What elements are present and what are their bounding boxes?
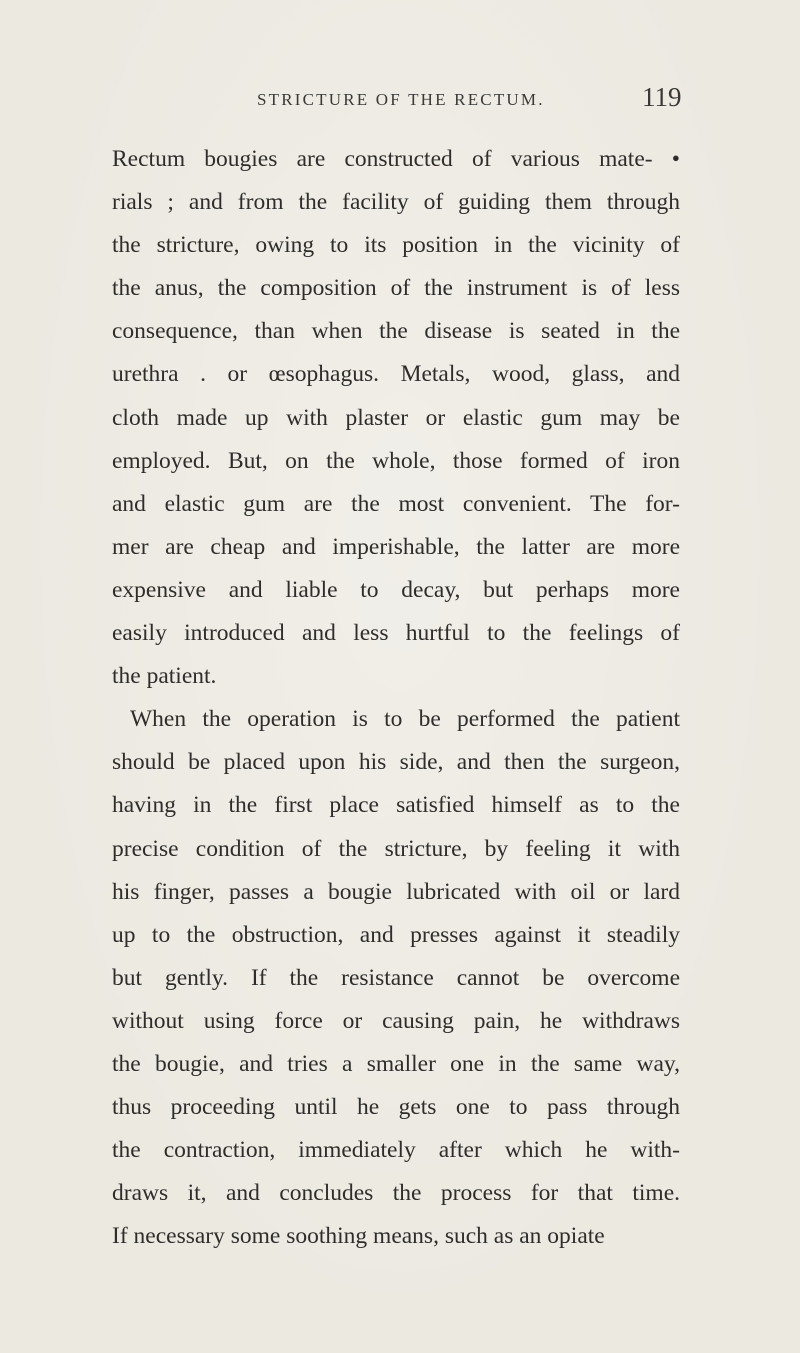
body-text <box>112 138 680 1258</box>
text-line: rials ; and from the facility of guiding them through <box>112 189 680 216</box>
text-line: urethra . or œsophagus. Metals, wood, glass, and <box>112 361 680 388</box>
text-line: without using force or causing pain, he withdraws <box>112 1007 680 1034</box>
text-line: draws it, and concludes the process for that time. <box>112 1180 680 1207</box>
text-line: When the operation is to be performed the patient <box>130 706 680 733</box>
text-line: the bougie, and tries a smaller one in the same way, <box>112 1050 680 1077</box>
text-line: having in the first place satisfied himself as to the <box>112 792 680 819</box>
text-line: up to the obstruction, and presses against it steadily <box>112 921 680 948</box>
text-line: thus proceeding until he gets one to pass through <box>112 1094 680 1121</box>
text-line: the patient. <box>112 663 217 690</box>
text-line: should be placed upon his side, and then the surgeon, <box>112 749 680 776</box>
text-line: his finger, passes a bougie lubricated with oil or lard <box>112 878 680 905</box>
text-line: but gently. If the resistance cannot be overcome <box>112 964 680 991</box>
text-line: and elastic gum are the most convenient. The for- <box>112 490 680 517</box>
text-line: easily introduced and less hurtful to the feelings of <box>112 620 680 647</box>
text-line: the contraction, immediately after which he with- <box>112 1137 680 1164</box>
text-line: employed. But, on the whole, those formed of iron <box>112 447 680 474</box>
text-line: the stricture, owing to its position in the vicinity of <box>112 232 680 259</box>
page-number: 119 <box>642 82 682 112</box>
text-line: cloth made up with plaster or elastic gum may be <box>112 404 680 431</box>
running-head <box>0 80 800 120</box>
text-line: expensive and liable to decay, but perhaps more <box>112 576 680 603</box>
text-line: mer are cheap and imperishable, the latter are more <box>112 533 680 560</box>
running-title: STRICTURE OF THE RECTUM. <box>257 90 545 109</box>
text-line: consequence, than when the disease is seated in the <box>112 318 680 345</box>
text-line: the anus, the composition of the instrument is of less <box>112 275 680 302</box>
text-line: Rectum bougies are constructed of various mate- • <box>112 146 680 172</box>
text-line: If necessary some soothing means, such as an opiate <box>112 1223 605 1250</box>
text-line: precise condition of the stricture, by feeling it with <box>112 835 680 862</box>
